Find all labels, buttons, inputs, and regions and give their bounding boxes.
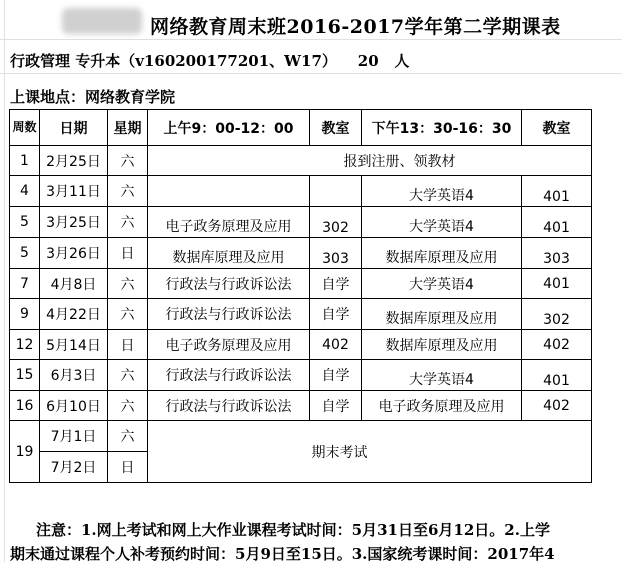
col-header-am: 上午9：00-12：00 (148, 110, 310, 146)
blurred-region (62, 8, 142, 34)
table-row (10, 207, 592, 238)
cell-am-room: 302 (310, 207, 362, 238)
cell-weekday: 六 (108, 176, 148, 207)
cell-pm-room: 402 (522, 330, 592, 360)
table-row (10, 238, 592, 269)
cell-weekday: 日 (108, 238, 148, 269)
cell-final-exam: 期末考试 (148, 421, 592, 483)
cell-pm-room: 303 (522, 238, 592, 269)
col-header-date: 日期 (40, 110, 108, 146)
cell-am-room: 自学 (310, 391, 362, 421)
gridline (0, 39, 622, 40)
cell-am-room: 自学 (310, 299, 362, 330)
col-header-weekday: 星期 (108, 110, 148, 146)
table-row (10, 360, 592, 391)
cell-am-room: 303 (310, 238, 362, 269)
cell-date: 5月14日 (40, 330, 108, 360)
table-row (10, 269, 592, 299)
cell-am-room (310, 176, 362, 207)
cell-week: 1 (10, 146, 40, 176)
cell-pm-room: 401 (522, 176, 592, 207)
cell-weekday: 六 (108, 391, 148, 421)
page-title: 网络教育周末班2016-2017学年第二学期课表 (150, 16, 561, 38)
cell-pm-room: 401 (522, 207, 592, 238)
cell-date: 4月8日 (40, 269, 108, 299)
schedule-table (9, 109, 592, 483)
table-row (10, 176, 592, 207)
cell-weekday: 六 (108, 146, 148, 176)
cell-pm-course: 大学英语4 (362, 207, 522, 238)
program-line: 行政管理 专升本（v160200177201、W17） 20 人 (10, 52, 410, 70)
col-header-am-room: 教室 (310, 110, 362, 146)
cell-pm-course: 大学英语4 (362, 176, 522, 207)
cell-week: 4 (10, 176, 40, 207)
cell-week: 19 (10, 421, 40, 483)
table-row (10, 146, 592, 176)
cell-pm-room: 402 (522, 391, 592, 421)
col-header-pm: 下午13：30-16：30 (362, 110, 522, 146)
cell-week: 5 (10, 207, 40, 238)
notes (10, 518, 620, 566)
table-row (10, 299, 592, 330)
gridline (0, 73, 622, 74)
cell-weekday: 日 (108, 330, 148, 360)
cell-week: 5 (10, 238, 40, 269)
cell-date: 3月26日 (40, 238, 108, 269)
cell-am-room: 402 (310, 330, 362, 360)
cell-am-course: 数据库原理及应用 (148, 238, 310, 269)
col-header-week: 周数 (10, 110, 40, 146)
cell-weekday: 六 (108, 360, 148, 391)
cell-weekday: 六 (108, 421, 148, 452)
cell-date: 7月1日 (40, 421, 108, 452)
cell-am-course: 行政法与行政诉讼法 (148, 391, 310, 421)
cell-date: 4月22日 (40, 299, 108, 330)
cell-pm-course: 数据库原理及应用 (362, 238, 522, 269)
cell-week: 12 (10, 330, 40, 360)
cell-date: 6月3日 (40, 360, 108, 391)
location-line: 上课地点：网络教育学院 (10, 88, 176, 106)
table-row-final (10, 421, 592, 452)
table-header-row (10, 110, 592, 146)
cell-date: 7月2日 (40, 452, 108, 483)
cell-am-course (148, 176, 310, 207)
gridline (4, 0, 5, 562)
cell-weekday: 六 (108, 299, 148, 330)
cell-pm-room: 401 (522, 360, 592, 391)
cell-pm-course: 电子政务原理及应用 (362, 391, 522, 421)
cell-week: 15 (10, 360, 40, 391)
note-line: 注意：1.网上考试和网上大作业课程考试时间：5月31日至6月12日。2.上学 (36, 521, 550, 539)
cell-date: 2月25日 (40, 146, 108, 176)
col-header-pm-room: 教室 (522, 110, 592, 146)
cell-pm-course: 数据库原理及应用 (362, 330, 522, 360)
cell-weekday: 六 (108, 269, 148, 299)
cell-week: 7 (10, 269, 40, 299)
cell-date: 3月11日 (40, 176, 108, 207)
cell-am-course: 电子政务原理及应用 (148, 207, 310, 238)
cell-pm-course: 大学英语4 (362, 360, 522, 391)
table-row (10, 391, 592, 421)
cell-weekday: 日 (108, 452, 148, 483)
cell-am-course: 行政法与行政诉讼法 (148, 360, 310, 391)
cell-am-room: 自学 (310, 360, 362, 391)
cell-date: 3月25日 (40, 207, 108, 238)
note-line: 期末通过课程个人补考预约时间：5月9日至15日。3.国家统考课时间：2017年4 (10, 545, 555, 563)
cell-pm-course: 大学英语4 (362, 269, 522, 299)
table-row (10, 330, 592, 360)
cell-am-course: 行政法与行政诉讼法 (148, 269, 310, 299)
cell-weekday: 六 (108, 207, 148, 238)
cell-pm-room: 302 (522, 299, 592, 330)
cell-merged-registration: 报到注册、领教材 (148, 146, 592, 176)
cell-pm-room: 401 (522, 269, 592, 299)
cell-am-room: 自学 (310, 269, 362, 299)
cell-am-course: 电子政务原理及应用 (148, 330, 310, 360)
cell-week: 16 (10, 391, 40, 421)
cell-am-course: 行政法与行政诉讼法 (148, 299, 310, 330)
cell-week: 9 (10, 299, 40, 330)
cell-pm-course: 数据库原理及应用 (362, 299, 522, 330)
cell-date: 6月10日 (40, 391, 108, 421)
